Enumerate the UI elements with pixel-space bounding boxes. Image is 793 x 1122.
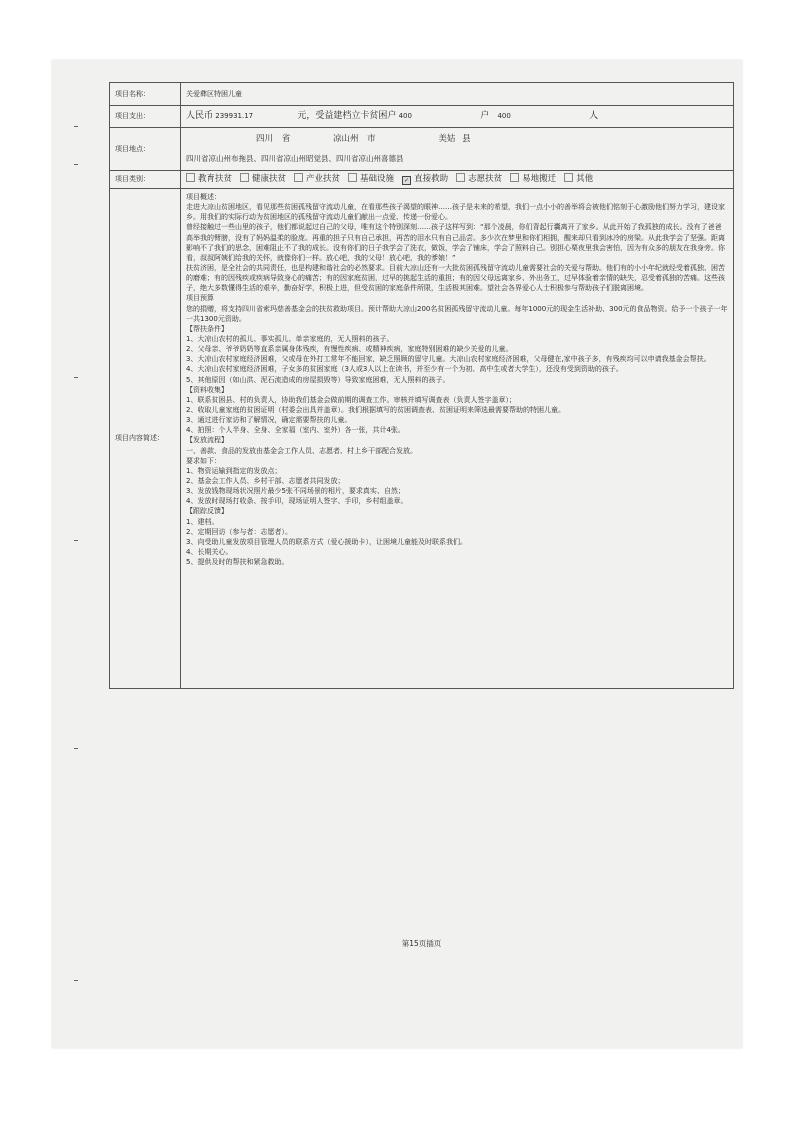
content-paragraph: 要求如下： (186, 456, 221, 465)
content-paragraph: 3、通过进行家访和了解情况，确定需要帮扶的儿童。 (186, 416, 352, 425)
content-paragraph: 4、发放时现场打收条、按手印，现场证明人签字、手印，乡村组盖章。 (186, 497, 408, 506)
location-city-unit: 市 (367, 134, 376, 145)
category-label: 项目类别： (110, 171, 181, 189)
category-option-label: 基础设施 (360, 174, 395, 185)
category-options (181, 171, 734, 189)
category-option-label: 其他 (576, 174, 594, 185)
content-paragraph: 您的捐赠，将支持四川省索玛慈善基金会的扶贫救助项目。预计帮助大凉山200名贫困孤残留守流动儿童。每年1000元的现金生活补助、300元的食品物资。给予一个孩子一年一共1300元资助。 (186, 304, 728, 323)
content-paragraph: 1、建档。 (186, 517, 219, 526)
content-paragraph: 4、拍照：个人半身、全身、全家福（室内、室外）各一张，共计4张。 (186, 426, 405, 435)
row-content (110, 189, 734, 689)
content-label: 项目内容简述： (110, 189, 181, 689)
content-paragraph: 4、大凉山农村家庭经济困难，子女多的贫困家庭（3人或3人以上在读书，并至少有一个为初、高中生或者大学生），还没有受到资助的孩子。 (186, 365, 623, 374)
checkbox-icon[interactable] (294, 173, 303, 182)
row-expense (110, 106, 734, 128)
content-paragraph: 【资料收集】 (186, 385, 228, 394)
category-option[interactable] (510, 174, 556, 184)
project-name-value: 关爱彝区特困儿童 (181, 83, 734, 106)
content-paragraph: 一、善款、食品的发放由基金会工作人员、志愿者、村上乡干部配合发放。 (186, 446, 417, 455)
content-paragraph: 走进大凉山贫困地区，看见那些贫困孤残留守流动儿童，在看那些孩子渴望的眼神……孩子是未来的希望，我们一点小小的善举将会被他们铭刻于心激励他们努力学习，建设家乡。用我们的实际行动为贫困地区的孤残留守流动儿童们献出一点爱、传递一份爱心。 (186, 203, 725, 222)
row-category (110, 171, 734, 189)
content-paragraph: 扶贫济困，是全社会的共同责任，也是构建和谐社会的必然要求。目前大凉山还有一大批贫困孤残留守流动儿童需要社会的关爱与帮助。他们有的小小年纪就经受着孤独、困苦的磨难；有的因残疾或疾病导致身心的痛苦；有的因家庭贫困，过早的挑起生活的重担；有的因父母远离家乡、外出务工，过早体验着亲情的缺失，忍受着孤独的苦痛。这些孩子，绝大多数懂得生活的艰辛，勤奋好学，积极上进，但受贫困的家庭条件所限，生活极其困难。望社会各界爱心人士积极参与帮助孩子们脱离困境。 (186, 263, 725, 293)
location-detail: 四川省凉山州布拖县、四川省凉山州昭觉县、四川省凉山州喜德县 (186, 153, 404, 163)
content-paragraph: 2、定期回访（参与者：志愿者）。 (186, 527, 292, 536)
expense-middle: 元，受益建档立卡贫困户 (297, 110, 397, 121)
checkbox-icon[interactable] (348, 173, 357, 182)
checkbox-icon[interactable] (510, 173, 519, 182)
category-option-label: 产业扶贫 (306, 174, 341, 185)
content-paragraph: 2、基金会工作人员、乡村干部、志愿者共同发放； (186, 476, 345, 485)
content-body (181, 189, 734, 689)
content-paragraph: 【跟踪反馈】 (186, 507, 228, 516)
content-paragraph: 1、联系贫困县、村的负责人，协助我们基金会做前期的调查工作。审核并填写调查表（负责人签字盖章）； (186, 395, 516, 404)
scan-mark (74, 377, 78, 378)
category-option[interactable] (294, 174, 340, 184)
content-paragraph: 3、向受助儿童发放项目管理人员的联系方式（爱心援助卡），让困境儿童能及时联系我们。 (186, 537, 467, 546)
expense-value (181, 106, 734, 128)
row-location (110, 128, 734, 171)
content-paragraph: 曾经接触过一些山里的孩子，他们都说起过自己的父母，唯有这个特别深刻……孩子这样写到：“那个凌晨，你们背起行囊离开了家乡。从此开始了我孤独的成长。没有了爸爸高举我的臂膀，没有了妈妈温柔的脸庞。再重的担子只有自己承担，再苦的泪水只有自己品尝。多少次在梦里和你们相拥，醒来却只看到冰冷的房梁。从此我学会了坚强。距离影响不了我们的思念，困难阻止不了我的成长。没有你们的日子我学会了洗衣，做饭，学会了铺床，学会了照料自己。别担心栗夜里我会害怕，因为有众多的朋友在我身旁。你看，叔叔阿姨们给我的关怀，就像你们一样。放心吧，我的父母！放心吧，我的爹娘！” (186, 223, 725, 262)
location-county: 美姑 (438, 134, 456, 145)
expense-unit-households: 户 (480, 110, 490, 121)
category-option[interactable] (564, 174, 593, 184)
form-sheet (109, 82, 734, 948)
scan-mark (74, 748, 78, 749)
expense-prefix: 人民币 (186, 110, 214, 121)
page-footer: 第15页插页 (401, 939, 442, 948)
scan-mark (74, 164, 78, 165)
category-option-label: 教育扶贫 (198, 174, 233, 185)
checkbox-icon[interactable] (240, 173, 249, 182)
project-name-label: 项目名称： (110, 83, 181, 106)
location-value (181, 128, 734, 171)
category-option[interactable] (186, 174, 232, 184)
content-paragraph: 1、物资运输到指定的发放点； (186, 466, 282, 475)
expense-label: 项目支出： (110, 106, 181, 128)
category-option[interactable] (402, 174, 448, 184)
category-option-label: 易地搬迁 (522, 174, 557, 185)
location-admin-line (186, 133, 728, 145)
content-paragraph: 2、收取儿童家庭的贫困证明（村委会出具并盖章）。我们根据填写的贫困调查表、贫困证明来筛选最需要帮助的特困儿童。 (186, 405, 565, 414)
location-city: 凉山州 (332, 134, 359, 145)
checkbox-icon[interactable] (186, 173, 195, 182)
category-option[interactable] (348, 174, 394, 184)
content-paragraph: 项目概述： (186, 193, 221, 201)
content-paragraph: 【发放流程】 (186, 436, 228, 445)
expense-people: 400 (497, 111, 511, 120)
scanned-page (52, 60, 742, 1048)
project-form-table (109, 82, 734, 689)
checkbox-checked-icon[interactable]: ✓ (404, 177, 410, 185)
expense-households: 400 (398, 111, 412, 120)
category-option-label: 直接救助 (414, 174, 449, 185)
category-option[interactable] (456, 174, 502, 184)
category-option-label: 志愿扶贫 (468, 174, 503, 185)
expense-amount: 239931.17 (215, 111, 254, 120)
content-paragraph: 2、父母亲、爷爷奶奶等直系亲属身体残疾，有慢性疾病、或精神疾病，家庭特别困难的缺少关爱的儿童。 (186, 345, 513, 354)
content-paragraph: 3、发放钱物现场状况照片最少5张不同场景的相片，要求真实、自然； (186, 487, 405, 496)
content-paragraph: 5、其他原因（如山洪、泥石流造成的房屋损毁等）导致家庭困难，无人照料的孩子。 (186, 375, 450, 384)
category-option-label: 健康扶贫 (252, 174, 287, 185)
expense-unit-people: 人 (589, 110, 599, 121)
scan-mark (74, 980, 78, 981)
scan-mark (74, 540, 78, 541)
content-paragraph: 1、大凉山农村的孤儿、事实孤儿、单亲家庭的，无人照料的孩子。 (186, 334, 394, 343)
category-option[interactable] (240, 174, 286, 184)
content-paragraph: 5、提供及时的帮扶和紧急救助。 (186, 558, 289, 567)
location-county-unit: 县 (462, 134, 471, 145)
content-paragraph: 项目预算 (186, 294, 214, 303)
location-label: 项目地点： (110, 128, 181, 171)
row-project-name (110, 83, 734, 106)
content-paragraph: 3、大凉山农村家庭经济困难，父或母在外打工常年不能回家，缺乏照顾的留守儿童。大凉山农村家庭经济困难，父母健在,家中孩子多，有残疾均可以申请我基金会帮扶。 (186, 355, 711, 364)
location-province: 四川 (256, 134, 274, 145)
checkbox-icon[interactable] (564, 173, 573, 182)
checkbox-icon[interactable] (456, 173, 465, 182)
scan-mark (74, 126, 78, 127)
location-province-unit: 省 (281, 134, 291, 145)
content-paragraph: 4、长期关心。 (186, 547, 233, 556)
content-paragraph: 【帮扶条件】 (186, 324, 228, 333)
